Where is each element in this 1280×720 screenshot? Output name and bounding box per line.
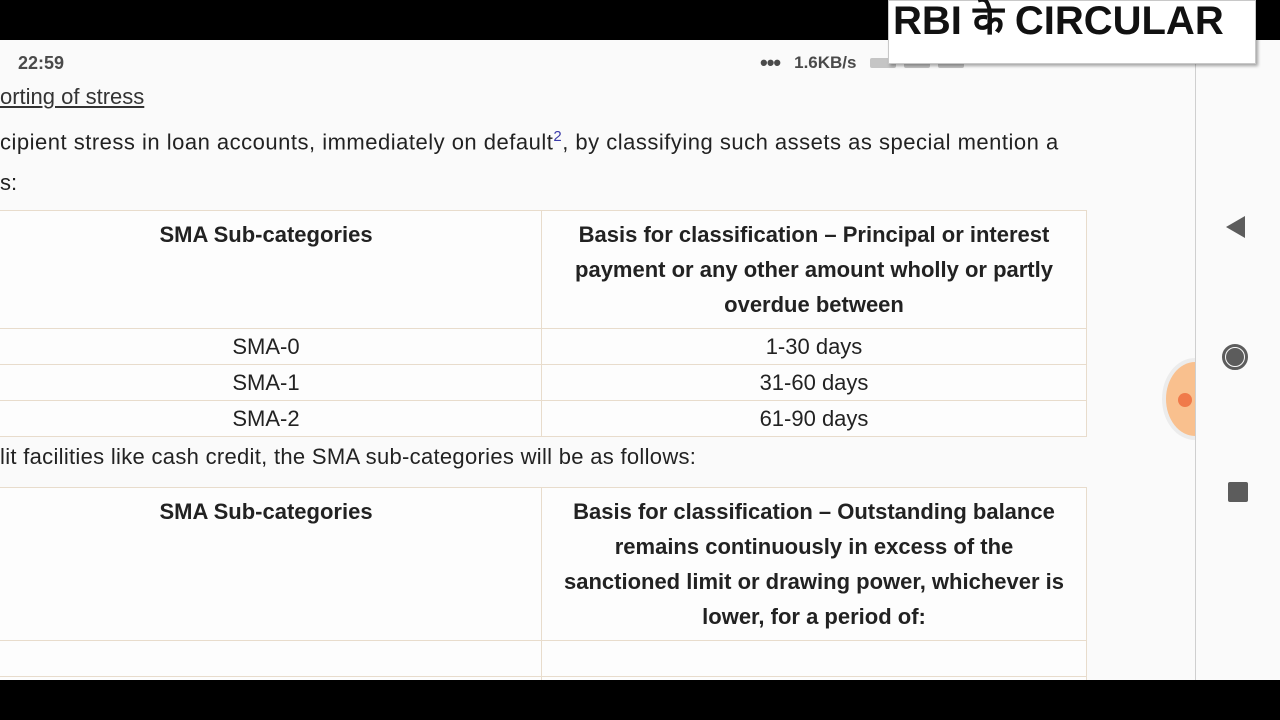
nav-divider (1195, 40, 1196, 680)
status-time: 22:59 (18, 53, 65, 73)
table-row (0, 641, 1087, 677)
more-horiz-icon: ••• (760, 50, 781, 75)
column-header-basis: Basis for classification – Outstanding balance remains continuously in excess of the sanctioned limit or drawing power, whichever is lower, for a period of: (542, 488, 1087, 641)
cell-period: 31-60 days (542, 365, 1087, 401)
sma-loan-table (0, 210, 1087, 437)
intro-text-after: , by classifying such assets as special mention a (562, 129, 1059, 155)
table-header-row (0, 488, 1087, 641)
section-heading[interactable]: orting of stress (0, 84, 145, 109)
intro-paragraph-continued: s: (0, 170, 18, 195)
video-title-banner: RBI के CIRCULAR (888, 0, 1256, 64)
cell-period: 61-90 days (542, 401, 1087, 437)
table-header-row (0, 211, 1087, 329)
footnote-link[interactable]: 2 (553, 128, 563, 145)
network-speed: 1.6KB/s (794, 53, 857, 72)
column-header-sub-category: SMA Sub-categories (0, 488, 542, 641)
back-triangle-icon[interactable] (1226, 216, 1245, 238)
cell-period: 1-30 days (542, 329, 1087, 365)
table-row (0, 365, 1087, 401)
intro-text-before: cipient stress in loan accounts, immediately on default (0, 129, 554, 155)
cell-period (542, 641, 1087, 677)
cell-category: SMA-0 (0, 329, 542, 365)
column-header-basis: Basis for classification – Principal or interest payment or any other amount wholly or partly overdue between (542, 211, 1087, 329)
intro-paragraph (0, 128, 1059, 155)
cell-category: SMA-2 (0, 401, 542, 437)
home-inner-dot (1226, 348, 1244, 366)
cash-credit-paragraph: lit facilities like cash credit, the SMA sub-categories will be as follows: (0, 444, 697, 469)
document-view[interactable] (0, 40, 1195, 680)
bottom-letterbox (0, 680, 1280, 720)
column-header-sub-category: SMA Sub-categories (0, 211, 542, 329)
recents-square-icon[interactable] (1228, 482, 1248, 502)
record-dot-icon (1178, 393, 1192, 407)
home-circle-icon[interactable] (1222, 344, 1248, 370)
cell-category (0, 641, 542, 677)
table-row (0, 329, 1087, 365)
table-row (0, 401, 1087, 437)
phone-screen (0, 40, 1280, 680)
cell-category: SMA-1 (0, 365, 542, 401)
